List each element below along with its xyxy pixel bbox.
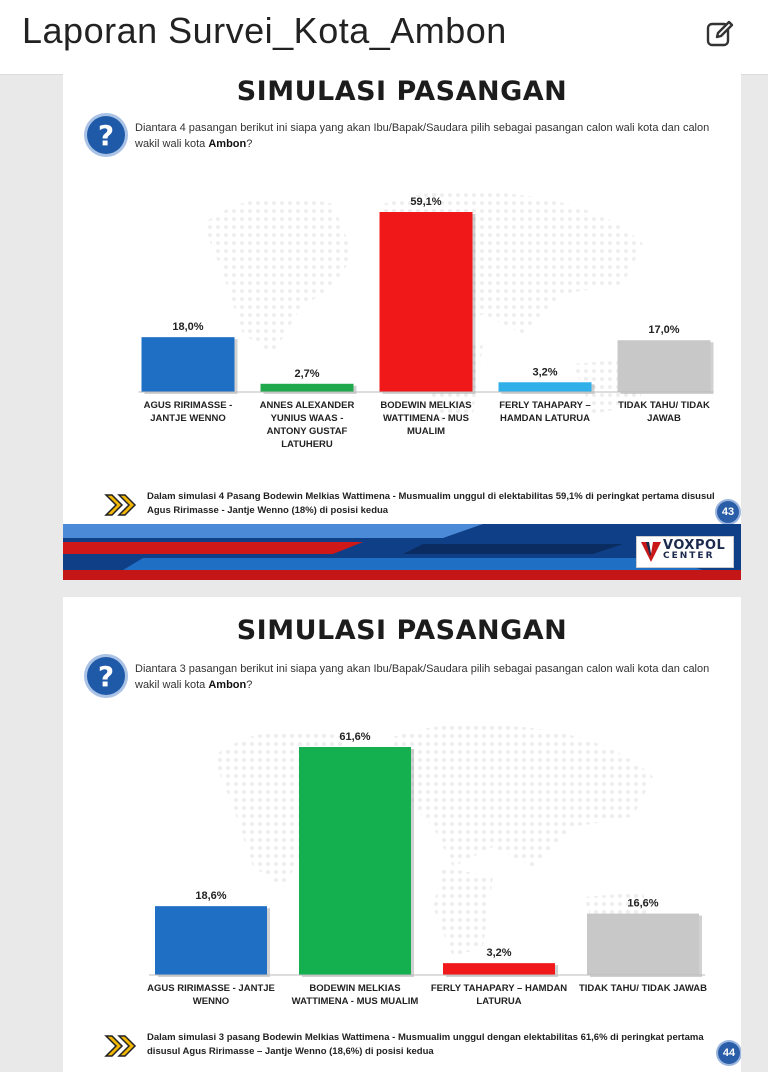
category-label-line: BODEWIN MELKIAS <box>309 983 401 994</box>
question-text: Diantara 3 pasangan berikut ini siapa yang akan Ibu/Bapak/Saudara pilih sebagai pasangan calon wali kota dan calon wakil wali kota Ambon? <box>135 663 710 691</box>
bar-value-label: 16,6% <box>627 897 659 910</box>
category-label-line: YUNIUS WAAS - <box>270 413 344 424</box>
bar-value-label: 17,0% <box>648 324 680 337</box>
category-label <box>499 400 591 424</box>
category-label-line: FERLY TAHAPARY – HAMDAN <box>430 983 568 994</box>
bar <box>155 906 267 975</box>
document-title: Laporan Survei_Kota_Ambon <box>22 10 507 51</box>
bar <box>587 914 699 975</box>
category-label-line: LATUHERU <box>281 439 333 450</box>
category-label-line: WATTIMENA - MUS MUALIM <box>291 996 419 1007</box>
category-label-line: WENNO <box>192 996 230 1007</box>
bar <box>142 337 235 392</box>
bar-chart-4-pairs <box>63 174 741 464</box>
summary-note: Dalam simulasi 4 Pasang Bodewin Melkias Wattimena - Musmualim unggul di elektabilitas 59,1% di peringkat pertama disusul Agus Ririmasse - Jantje Wenno (18%) di posisi kedua <box>147 491 715 516</box>
category-label-line: BODEWIN MELKIAS <box>380 400 472 411</box>
bar-value-label: 3,2% <box>486 947 512 960</box>
question-icon: ? <box>87 116 125 154</box>
bar-value-label: 18,6% <box>195 890 227 903</box>
chevron-right-icon <box>103 1033 141 1059</box>
app-header <box>0 0 768 75</box>
category-label <box>618 400 710 424</box>
summary-note: Dalam simulasi 3 pasang Bodewin Melkias Wattimena - Musmualim unggul dengan elektabilitas 61,6% di peringkat pertama disusul Agus Ririmasse – Jantje Wenno (18,6%) di posisi kedua <box>147 1032 704 1057</box>
category-label <box>579 983 707 994</box>
question-text: Diantara 4 pasangan berikut ini siapa yang akan Ibu/Bapak/Saudara pilih sebagai pasangan calon wali kota dan calon wakil wali kota Ambon? <box>135 122 710 150</box>
page-number: 43 <box>717 501 739 523</box>
category-label <box>147 983 275 1007</box>
bar <box>443 963 555 975</box>
voxpol-logo: VOXPOL CENTER <box>636 536 734 568</box>
category-label-line: WATTIMENA - MUS <box>382 413 470 424</box>
question-icon: ? <box>87 657 125 695</box>
slide-title: SIMULASI PASANGAN <box>236 615 568 646</box>
bar <box>380 212 473 392</box>
chevron-right-icon <box>103 492 141 518</box>
category-label <box>292 983 419 1007</box>
page-number: 44 <box>718 1042 740 1064</box>
category-label-line: AGUS RIRIMASSE - <box>143 400 233 411</box>
edit-button[interactable] <box>700 14 740 54</box>
category-label-line: MUALIM <box>407 426 445 437</box>
category-label <box>260 400 355 450</box>
bar-value-label: 3,2% <box>532 366 558 379</box>
slide-43 <box>63 74 741 580</box>
category-label <box>380 400 471 437</box>
bar <box>261 384 354 392</box>
category-label-line: HAMDAN LATURUA <box>499 413 591 424</box>
category-label-line: FERLY TAHAPARY – <box>499 400 591 411</box>
category-label-line: LATURUA <box>476 996 522 1007</box>
category-label <box>431 983 567 1007</box>
slide-title: SIMULASI PASANGAN <box>236 76 568 107</box>
bar <box>299 747 411 975</box>
voxpol-mark-icon <box>640 540 662 564</box>
bar <box>618 340 711 392</box>
category-label-line: TIDAK TAHU/ TIDAK JAWAB <box>578 983 708 994</box>
category-label-line: ANNES ALEXANDER <box>259 400 355 411</box>
bar-value-label: 2,7% <box>294 367 320 380</box>
category-label-line: JANTJE WENNO <box>150 413 226 424</box>
bar-chart-3-pairs <box>63 719 741 1019</box>
category-label-line: AGUS RIRIMASSE - JANTJE <box>147 983 275 994</box>
bar-value-label: 18,0% <box>172 321 204 334</box>
category-label-line: ANTONY GUSTAF <box>266 426 348 437</box>
category-label-line: JAWAB <box>647 413 681 424</box>
bar-value-label: 59,1% <box>410 196 442 208</box>
bar-value-label: 61,6% <box>339 731 371 743</box>
category-label <box>144 400 233 424</box>
bar <box>499 382 592 392</box>
slide-44 <box>63 597 741 1072</box>
category-label-line: TIDAK TAHU/ TIDAK <box>618 400 710 411</box>
edit-icon <box>705 19 735 49</box>
